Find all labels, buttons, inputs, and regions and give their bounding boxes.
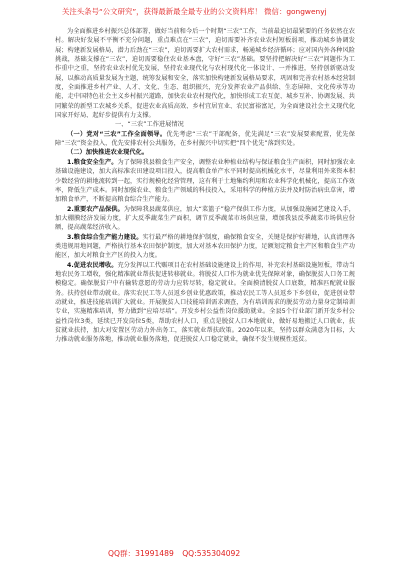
capacity-text: 实行最严格的耕地保护制度，确保粮食安全，关键是保护好耕地，认真清理各类违规用地问题，严格执行基本农田保护制度，加大对基本农田保护力度，足额划定粮食主产区和粮食生产功能区，加大对粮食主产区的投入力度。 (55, 233, 355, 260)
income-text: 充分发挥以工代赈项目在农村基础设施建设上的作用，补充农村基础设施短板，带动当地农民务工增收，强化精准就业帮扶促进转移就业。将脱贫人口作为就业优先保障对象，确保脱贫人口务工规模稳定。确保脱贫户中有输转意愿的劳动力应转尽转，稳定就业。全面摸清脱贫人口底数，精准匹配就业服务。扶持创业带动就业。落实农民工等人员返乡创业优惠政策，推动农民工等人员返乡下乡创业，促进创业带动就业，推进技能培训扩大就业。开展脱贫人口技能培训需求调查，为有培训需求的脱贫劳动力量身定制培训专业，实施精准培训，努力做到“应培尽培”。开发乡村公益性岗位援助就业。全县5个行业部门新开发乡村公益性岗位3类，延续已开发岗位5类，帮助农村人口，重点是脱贫人口本地就业，做好易地搬迁人口就业，扶贫就业扶持，加大对安置区劳动力外出务工，落实就业帮扶政策。2020年以来，坚持以群众满意为目标，大力推动就业服务落地，推动就业服务落地，促进脱贫人口稳定就业，确保不发生规模性返贫。 (55, 261, 355, 344)
footer-banner (0, 544, 408, 564)
grain-safety-text: 为了保障我县粮食生产安全，调整农业种植业结构与保证粮食生产面积，同时加强农业基础设施建设，加大高标准农田建设项目投入，提高粮食单产水平同时提高机械化水平，尽量利用外来资本积少数经营的耕地流转到一起，实行规模化经营管理，这有利于土地集约利用和农业科学化机械化，提高工作效率，降低生产成本。同时加强农业、粮食生产领域的科技投入，采用科学的种植方法并及时防治病虫草害，增加粮食单产，不断提高粮食综合生产能力。 (55, 158, 355, 204)
paragraph-capacity (55, 233, 355, 261)
grain-safety-heading: 1.粮食安全生产。 (67, 158, 118, 166)
subsection-heading (55, 148, 355, 157)
article-body (55, 27, 355, 345)
paragraph-income (55, 261, 355, 345)
footer-contact[interactable]: QQ群：31991489 QQ:535304092 (108, 549, 241, 558)
paragraph-grain-safety (55, 158, 355, 205)
leadership-heading: （一）党对“三农”工作全面领导。 (67, 130, 167, 138)
supply-text: 为保障我县蔬菜供应，加大“菜篮子”稳产保供工作力度，从加强设施园艺建设入手，加大棚膜经济发展力度，扩大反季蔬菜生产面积，调节反季蔬菜市场供应量，增加我县反季蔬菜市场供应份额，提高蔬菜经济收入。 (55, 205, 356, 232)
banner-text[interactable]: 关注头条号“公文研究”，获得最新最全最专业的公文资料库！ 微信：gongwenyj (62, 7, 327, 16)
paragraph-leadership (55, 130, 355, 149)
supply-heading: 2.重要农产品保供。 (67, 205, 124, 213)
leadership-text: 优先考虑“三农”干部配备，优先满足“三农”发展要素配置，优先保障“三农”资金投入，优先安排农村公共服务，在乡村振兴中切实把“四个优先”落到实处。 (55, 130, 355, 148)
modernization-heading: （二）加快推进农业现代化。 (67, 149, 149, 157)
paragraph-supply (55, 205, 355, 233)
income-heading: 4.促进农民增收。 (67, 261, 118, 269)
paragraph-intro: 为全面推进乡村振兴总体部署，做好当前和今后一个时期“三农”工作，当前最迫切最紧要的任务依然在农村。解决好发展不平衡不充分问题，重点难点在“三农”，迫切需要补齐农业农村短板弱项，推动城乡协调发展；构建新发展格局，潜力后劲在“三农”，迫切需要扩大农村需求，畅通城乡经济循环；应对国内外各种风险挑战，基础支撑在“三农”，迫切需要稳住农业基本盘，守好“三农”基础。要坚持把解决好“三农”问题作为工作重中之重，坚持农业农村优先发展，坚持农业现代化与农村现代化一体设计、一并推进，坚持创新驱动发展，以推动高质量发展为主题，统筹发展和安全，落实加快构建新发展格局要求，巩固和完善农村基本经营制度，全面推进乡村产业、人才、文化、生态、组织振兴，充分发挥农业产品供给、生态屏障、文化传承等功能，走中国特色社会主义乡村振兴道路，加快农业农村现代化，加快形成工农互促、城乡互补、协调发展、共同繁荣的新型工农城乡关系，促进农业高质高效、乡村宜居宜业、农民富裕富足，为全面建设社会主义现代化国家开好局、起好步提供有力支撑。 (55, 28, 355, 120)
header-banner (0, 0, 408, 26)
capacity-heading: 3.粮食综合生产能力建设。 (67, 233, 143, 241)
section-heading: 一、“三农”工作进展情况 (115, 121, 184, 129)
